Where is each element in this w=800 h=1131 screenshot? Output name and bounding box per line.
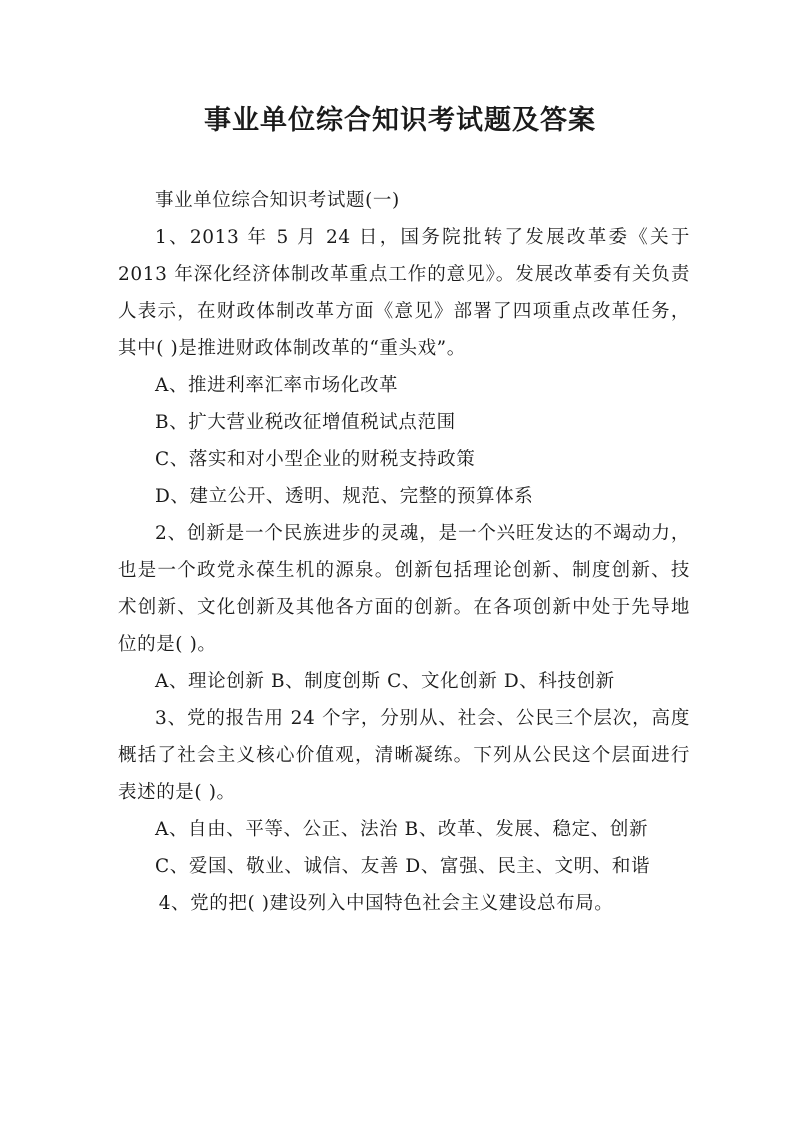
question-1: 1、2013 年 5 月 24 日，国务院批转了发展改革委《关于 2013 年深化经济体制改革重点工作的意见》。发展改革委有关负责人表示，在财政体制改革方面《意见》部署了四项重点改革任务，其中( )是推进财政体制改革的“重头戏”。 xyxy=(118,227,690,359)
section-heading: 事业单位综合知识考试题(一) xyxy=(155,190,400,211)
document-body xyxy=(118,182,690,922)
question-2: 2、创新是一个民族进步的灵魂，是一个兴旺发达的不竭动力，也是一个政党永葆生机的源泉。创新包括理论创新、制度创新、技术创新、文化创新及其他各方面的创新。在各项创新中处于先导地位的是( )。 xyxy=(118,523,690,655)
question-2-options: A、理论创新 B、制度创斯 C、文化创新 D、科技创新 xyxy=(155,671,615,692)
question-1-option-c: C、落实和对小型企业的财税支持政策 xyxy=(155,449,476,470)
question-3: 3、党的报告用 24 个字，分别从、社会、公民三个层次，高度概括了社会主义核心价值观，清晰凝练。下列从公民这个层面进行表述的是( )。 xyxy=(118,708,690,803)
question-1-option-a: A、推进利率汇率市场化改革 xyxy=(155,375,399,396)
question-1-option-d: D、建立公开、透明、规范、完整的预算体系 xyxy=(155,486,534,507)
question-4: 4、党的把( )建设列入中国特色社会主义建设总布局。 xyxy=(158,893,614,914)
question-3-options-ab: A、自由、平等、公正、法治 B、改革、发展、稳定、创新 xyxy=(155,819,649,840)
question-1-option-b: B、扩大营业税改征增值税试点范围 xyxy=(155,412,456,433)
document-title: 事业单位综合知识考试题及答案 xyxy=(204,105,596,136)
question-3-options-cd: C、爱国、敬业、诚信、友善 D、富强、民主、文明、和谐 xyxy=(155,856,651,877)
